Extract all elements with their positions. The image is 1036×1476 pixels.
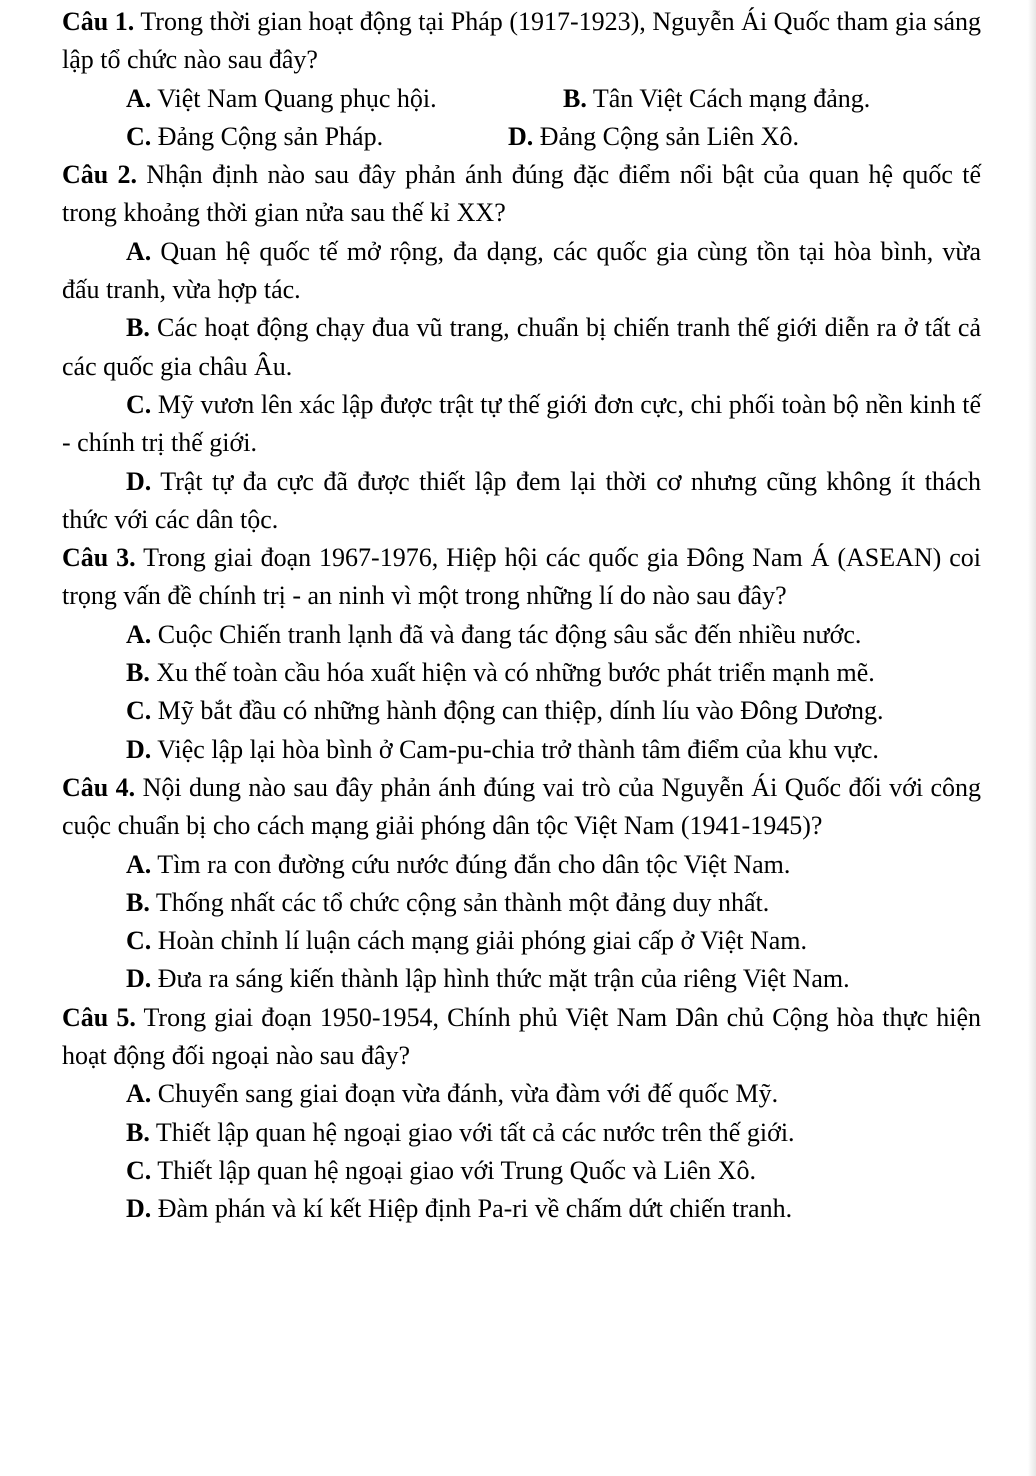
option-text: Các hoạt động chạy đua vũ trang, chuẩn bị chiến tranh thế giới diễn ra ở tất cả các quốc gia châu Âu. <box>62 313 981 381</box>
option-letter: D. <box>126 1194 152 1224</box>
question-number: Câu 5. <box>62 1002 136 1032</box>
option-text: Việt Nam Quang phục hội. <box>151 83 437 113</box>
option-text: Thống nhất các tổ chức cộng sản thành một đảng duy nhất. <box>149 887 770 917</box>
option-letter: B. <box>563 83 587 113</box>
question-3 <box>62 539 981 769</box>
option-b <box>563 80 870 118</box>
option-letter: C. <box>126 696 152 726</box>
option-letter: D. <box>126 466 152 496</box>
question-text: Trong giai đoạn 1967-1976, Hiệp hội các quốc gia Đông Nam Á (ASEAN) coi trọng vấn đề chính trị - an ninh vì một trong những lí do nào sau đây? <box>62 543 981 611</box>
option-letter: D. <box>508 121 534 151</box>
option-a <box>126 80 563 118</box>
option-letter: A. <box>126 236 152 266</box>
question-2 <box>62 156 981 539</box>
option-a <box>62 616 981 654</box>
option-text: Chuyển sang giai đoạn vừa đánh, vừa đàm với đế quốc Mỹ. <box>151 1079 779 1109</box>
option-c <box>126 118 508 156</box>
option-text: Thiết lập quan hệ ngoại giao với tất cả các nước trên thế giới. <box>149 1117 795 1147</box>
option-b <box>62 654 981 692</box>
option-letter: D. <box>126 964 152 994</box>
option-letter: B. <box>126 887 150 917</box>
option-text: Đảng Cộng sản Pháp. <box>151 121 384 151</box>
option-text: Mỹ vươn lên xác lập được trật tự thế giới đơn cực, chi phối toàn bộ nền kinh tế - chính trị thế giới. <box>62 389 981 458</box>
option-letter: C. <box>126 121 152 151</box>
option-letter: B. <box>126 658 150 688</box>
question-text: Trong giai đoạn 1950-1954, Chính phủ Việt Nam Dân chủ Cộng hòa thực hiện hoạt động đối ngoại nào sau đây? <box>62 1002 981 1071</box>
option-letter: B. <box>126 313 150 343</box>
options-row <box>62 118 981 156</box>
question-1 <box>62 3 981 156</box>
option-d <box>62 731 981 769</box>
option-letter: C. <box>126 926 152 956</box>
option-text: Tìm ra con đường cứu nước đúng đắn cho dân tộc Việt Nam. <box>151 849 791 879</box>
question-stem <box>62 769 981 846</box>
question-stem <box>62 539 981 616</box>
option-text: Xu thế toàn cầu hóa xuất hiện và có những bước phát triển mạnh mẽ. <box>149 658 875 688</box>
question-5 <box>62 999 981 1229</box>
question-text: Trong thời gian hoạt động tại Pháp (1917-1923), Nguyễn Ái Quốc tham gia sáng lập tổ chức nào sau đây? <box>62 7 981 75</box>
option-letter: A. <box>126 619 152 649</box>
question-text: Nhận định nào sau đây phản ánh đúng đặc điểm nổi bật của quan hệ quốc tế trong khoảng thời gian nửa sau thế kỉ XX? <box>62 160 981 228</box>
question-number: Câu 1. <box>62 7 135 36</box>
option-text: Cuộc Chiến tranh lạnh đã và đang tác động sâu sắc đến nhiều nước. <box>151 619 862 649</box>
page-edge-shadow <box>1028 0 1036 1476</box>
option-letter: C. <box>126 1155 152 1185</box>
question-text: Nội dung nào sau đây phản ánh đúng vai trò của Nguyễn Ái Quốc đối với công cuộc chuẩn bị cho cách mạng giải phóng dân tộc Việt Nam (1941-1945)? <box>62 772 981 841</box>
option-letter: D. <box>126 734 152 764</box>
option-text: Đàm phán và kí kết Hiệp định Pa-ri về chấm dứt chiến tranh. <box>151 1194 793 1224</box>
option-text: Đưa ra sáng kiến thành lập hình thức mặt trận của riêng Việt Nam. <box>151 964 850 994</box>
options-row <box>62 80 981 118</box>
option-b <box>62 309 981 386</box>
option-text: Tân Việt Cách mạng đảng. <box>586 83 871 113</box>
option-c <box>62 922 981 960</box>
option-text: Quan hệ quốc tế mở rộng, đa dạng, các quốc gia cùng tồn tại hòa bình, vừa đấu tranh, vừa hợp tác. <box>62 236 981 305</box>
option-letter: C. <box>126 389 152 419</box>
question-number: Câu 2. <box>62 160 138 190</box>
option-letter: A. <box>126 1079 152 1109</box>
option-a <box>62 233 981 310</box>
option-d <box>62 463 981 540</box>
option-a <box>62 846 981 884</box>
option-letter: B. <box>126 1117 150 1147</box>
option-d <box>508 118 799 156</box>
option-text: Việc lập lại hòa bình ở Cam-pu-chia trở thành tâm điểm của khu vực. <box>151 734 879 764</box>
option-text: Thiết lập quan hệ ngoại giao với Trung Quốc và Liên Xô. <box>151 1155 756 1185</box>
question-number: Câu 4. <box>62 772 136 802</box>
option-text: Trật tự đa cực đã được thiết lập đem lại thời cơ nhưng cũng không ít thách thức với các dân tộc. <box>62 466 981 534</box>
question-number: Câu 3. <box>62 543 136 573</box>
question-4 <box>62 769 981 999</box>
option-a <box>62 1075 981 1113</box>
option-d <box>62 1190 981 1228</box>
option-d <box>62 960 981 998</box>
option-text: Mỹ bắt đầu có những hành động can thiệp, dính líu vào Đông Dương. <box>151 696 884 726</box>
option-c <box>62 692 981 730</box>
question-stem <box>62 999 981 1076</box>
option-c <box>62 386 981 463</box>
option-text: Đảng Cộng sản Liên Xô. <box>533 121 800 151</box>
option-text: Hoàn chỉnh lí luận cách mạng giải phóng giai cấp ở Việt Nam. <box>151 926 808 956</box>
question-stem <box>62 3 981 80</box>
option-b <box>62 884 981 922</box>
option-c <box>62 1152 981 1190</box>
option-letter: A. <box>126 849 152 879</box>
option-letter: A. <box>126 83 152 113</box>
question-stem <box>62 156 981 233</box>
option-b <box>62 1114 981 1152</box>
